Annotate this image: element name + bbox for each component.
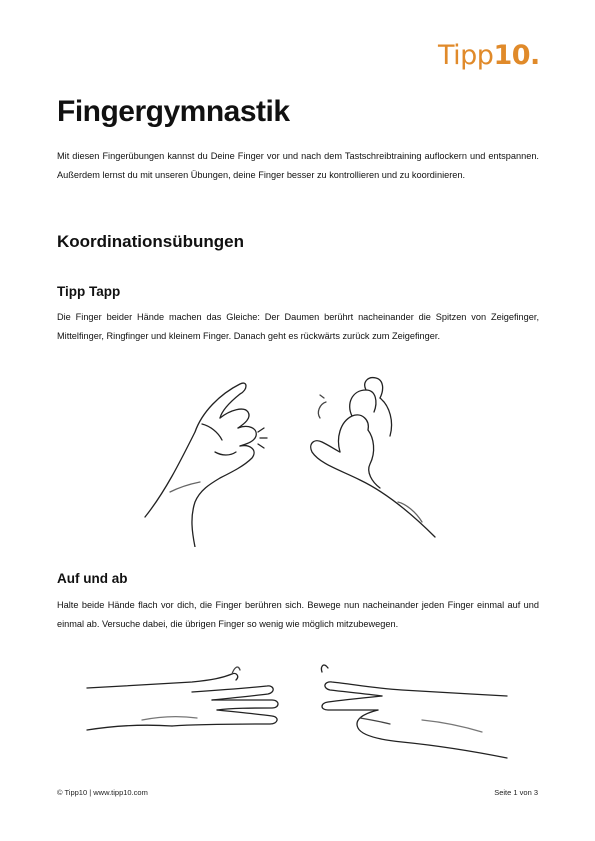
section-heading: Koordinationsübungen [57, 232, 244, 251]
footer-copyright: © Tipp10 | www.tipp10.com [57, 788, 148, 797]
logo [438, 40, 540, 71]
exercise-text-tipp-tapp: Die Finger beider Hände machen das Gleiche: Der Daumen berührt nacheinander die Spitzen von Zeigefinger, Mittelfinger, Ringfinger und kleinem Finger. Danach geht es rückwärts zurück zum Zeigefinger. [57, 312, 539, 341]
exercise-title-tipp-tapp: Tipp Tapp [57, 284, 121, 299]
intro-paragraph: Mit diesen Fingerübungen kannst du Deine Finger vor und nach dem Tastschreibtraining auflockern und entspannen. Außerdem lernst du mit unseren Übungen, deine Finger besser zu kontrollieren und zu koordinieren. [57, 151, 539, 180]
page-title: Fingergymnastik [57, 95, 290, 128]
footer-page-number: Seite 1 von 3 [494, 788, 538, 797]
logo-dot: . [530, 40, 540, 71]
exercise-text-auf-und-ab: Halte beide Hände flach vor dich, die Finger berühren sich. Bewege nun nacheinander jeden Finger einmal auf und einmal ab. Versuche dabei, die übrigen Finger so wenig wie möglich mitzubewegen. [57, 600, 539, 629]
illustration-tipp-tapp-hands [140, 372, 440, 547]
logo-number: 10 [493, 40, 531, 71]
exercise-title-auf-und-ab: Auf und ab [57, 571, 128, 586]
illustration-auf-und-ab-hands [82, 660, 512, 770]
logo-text: Tipp [438, 40, 494, 71]
